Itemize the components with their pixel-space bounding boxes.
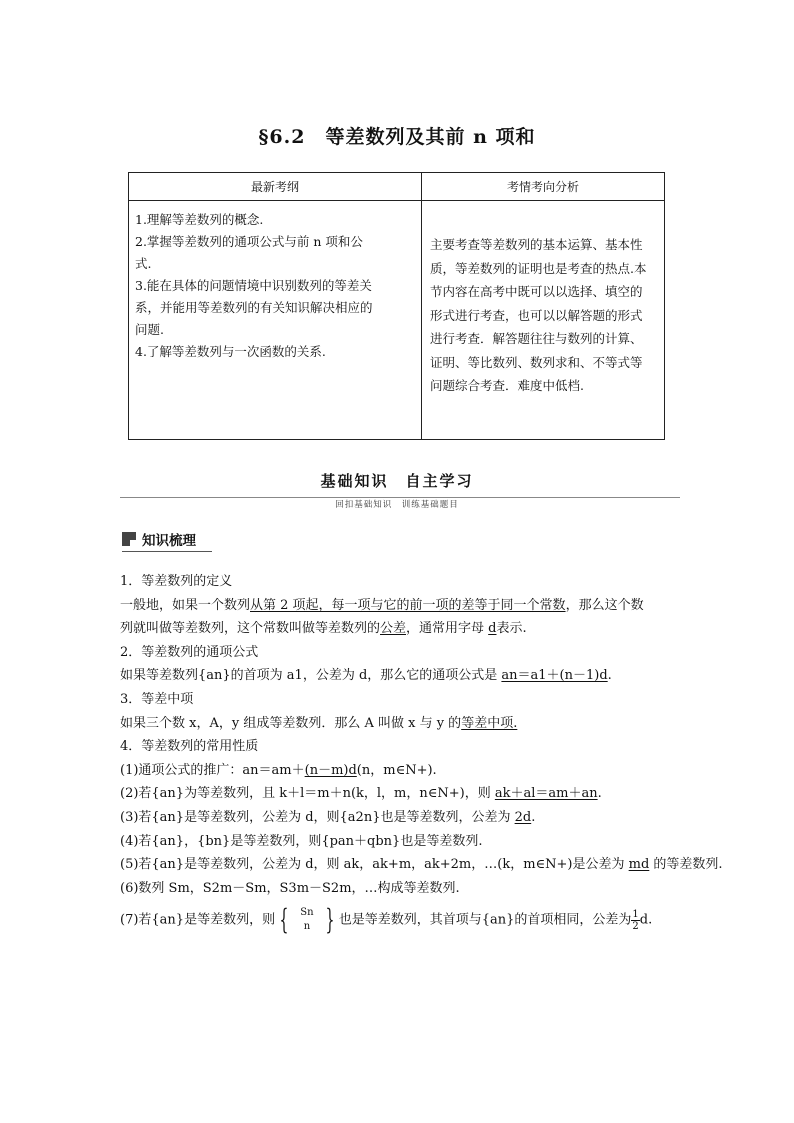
outline-right-line: 形式进行考查，也可以以解答题的形式 bbox=[430, 307, 643, 323]
property-6: (6)数列 Sm，S2m－Sm，S3m－S2m，…构成等差数列. bbox=[120, 880, 460, 896]
definition-line-2: 列就叫做等差数列，这个常数叫做等差数列的公差，通常用字母 d表示. bbox=[120, 621, 527, 637]
section-title: 基础知识 自主学习 bbox=[320, 472, 474, 490]
outline-right-line: 证明、等比数列、数列求和、不等式等 bbox=[430, 354, 643, 370]
outline-right-line: 节内容在高考中既可以以选择、填空的 bbox=[430, 284, 643, 299]
outline-left-line: 式. bbox=[135, 256, 152, 271]
outline-left-line: 4.了解等差数列与一次函数的关系. bbox=[135, 344, 326, 359]
square-bullet-icon bbox=[122, 532, 136, 546]
outline-right-line: 质，等差数列的证明也是考查的热点.本 bbox=[430, 260, 647, 276]
middle-term-line: 如果三个数 x，A，y 组成等差数列．那么 A 叫做 x 与 y 的等差中项. bbox=[120, 715, 518, 731]
outline-left-cell bbox=[129, 201, 422, 440]
outline-left-line: 1.理解等差数列的概念. bbox=[135, 212, 264, 227]
right-brace: } bbox=[325, 903, 335, 937]
property-4: (4)若{an}，{bn}是等差数列，则{pan＋qbn}也是等差数列. bbox=[120, 833, 483, 849]
knowledge-label: 知识梳理 bbox=[142, 533, 196, 549]
heading-middle-term: 3．等差中项 bbox=[120, 691, 194, 707]
section-subtitle-wrap bbox=[0, 492, 794, 511]
knowledge-heading bbox=[122, 529, 196, 549]
half-fraction: $\frac{1}{2}$ bbox=[632, 908, 639, 932]
outline-header-right: 考情考向分析 bbox=[422, 173, 665, 201]
property-1: (1)通项公式的推广：an＝am＋(n－m)d(n，m∈N+). bbox=[120, 762, 437, 778]
knowledge-underline bbox=[122, 551, 212, 552]
outline-header-left: 最新考纲 bbox=[129, 173, 422, 201]
property-2: (2)若{an}为等差数列，且 k＋l＝m＋n(k，l，m，n∈N+)，则 ak＋al＝am＋an. bbox=[120, 786, 602, 802]
left-brace: { bbox=[279, 903, 289, 937]
knowledge-body bbox=[120, 570, 723, 937]
heading-properties: 4．等差数列的常用性质 bbox=[120, 739, 259, 755]
outline-left-line: 系，并能用等差数列的有关知识解决相应的 bbox=[135, 300, 373, 315]
outline-left-line: 问题. bbox=[135, 322, 164, 337]
heading-definition: 1．等差数列的定义 bbox=[120, 574, 233, 589]
sn-over-n-fraction: Sn n bbox=[300, 907, 314, 933]
outline-table bbox=[128, 172, 665, 440]
property-5: (5)若{an}是等差数列，公差为 d，则 ak，ak+m，ak+2m，…(k，m∈N+)是公差为 md 的等差数列. bbox=[120, 857, 723, 873]
definition-line-1: 一般地，如果一个数列从第 2 项起，每一项与它的前一项的差等于同一个常数，那么这个数 bbox=[120, 597, 644, 613]
property-7: (7)若{an}是等差数列，则 { Sn n } 也是等差数列，其首项与{an}的首项相同，公差为 $\frac{1}{2}$ d. bbox=[120, 903, 653, 937]
heading-general-term: 2．等差数列的通项公式 bbox=[120, 644, 259, 660]
page-title: §6.2 等差数列及其前 n 项和 bbox=[258, 126, 536, 148]
outline-right-line: 进行考查．解答题往往与数列的计算、 bbox=[430, 331, 643, 346]
section-subtitle: 回扣基础知识 训练基础题目 bbox=[329, 500, 465, 510]
property-3: (3)若{an}是等差数列，公差为 d，则{a2n}也是等差数列，公差为 2d. bbox=[120, 809, 536, 825]
outline-right-cell bbox=[422, 201, 665, 440]
outline-right-line: 主要考查等差数列的基本运算、基本性 bbox=[430, 237, 643, 252]
outline-left-line: 3.能在具体的问题情境中识别数列的等差关 bbox=[135, 278, 372, 293]
general-term-line: 如果等差数列{an}的首项为 a1，公差为 d，那么它的通项公式是 an＝a1＋(n－1)d. bbox=[120, 668, 612, 684]
outline-left-line: 2.掌握等差数列的通项公式与前 n 项和公 bbox=[135, 234, 363, 249]
outline-right-line: 问题综合考查．难度中低档. bbox=[430, 378, 584, 393]
